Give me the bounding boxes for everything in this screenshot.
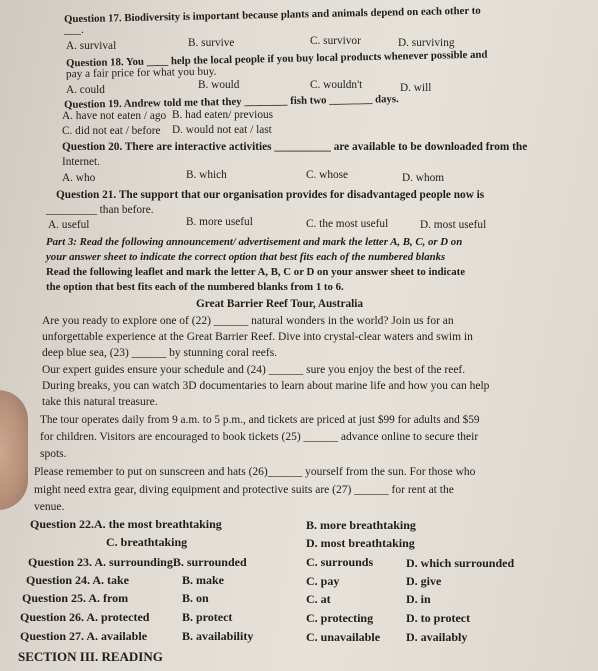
q26-option-c: C. protecting: [306, 611, 374, 625]
q17-option-b: B. survive: [188, 37, 235, 49]
q19-option-a: A. have not eaten / ago: [62, 110, 167, 122]
thumb-shadow: [0, 390, 28, 510]
q20-option-d: D. whom: [402, 172, 445, 184]
passage-line: take this natural treasure.: [42, 396, 158, 408]
q23-label: Question 23. A. surroundingB. surrounded: [28, 555, 247, 569]
q18-option-a: A. could: [66, 84, 105, 96]
q17-blank: ___.: [64, 24, 84, 36]
q18-text-2: pay a fair price for what you buy.: [65, 65, 217, 81]
passage-line: Are you ready to explore one of (22) ______ natural wonders in the world? Join us for an: [42, 315, 454, 327]
q17-option-c: C. survivor: [310, 35, 361, 47]
q26-option-d: D. to protect: [406, 611, 471, 625]
q23-option-c: C. surrounds: [306, 555, 374, 569]
passage-line: deep blue sea, (23) ______ by stunning coral reefs.: [42, 347, 278, 359]
q18-option-b: B. would: [198, 79, 240, 91]
passage-line: unforgettable experience at the Great Barrier Reef. Dive into crystal-clear waters and swim in: [42, 331, 473, 343]
passage-line: for children. Visitors are encouraged to book tickets (25) ______ advance online to secure their: [40, 431, 479, 443]
q21-option-d: D. most useful: [420, 219, 487, 231]
q21-text: Question 21. The support that our organisation provides for disadvantaged people now is: [56, 189, 485, 201]
q17-option-a: A. survival: [66, 40, 117, 52]
q25-option-d: D. in: [406, 592, 431, 606]
passage-line: might need extra gear, diving equipment and protective suits are (27) ______ for rent at the: [34, 484, 454, 496]
q24-option-d: D. give: [406, 574, 442, 588]
q19-option-d: D. would not eat / last: [172, 124, 272, 136]
passage-line: Our expert guides ensure your schedule and (24) ______ sure you enjoy the best of the reef.: [42, 364, 466, 376]
q20-option-b: B. which: [186, 169, 227, 181]
q22-label: Question 22.A. the most breathtaking: [30, 517, 222, 531]
q27-option-b: B. availability: [182, 629, 254, 643]
q20-text-2: Internet.: [62, 156, 100, 168]
q17-option-d: D. surviving: [398, 37, 455, 49]
part3-instructions-1: Part 3: Read the following announcement/ advertisement and mark the letter A, B, C, or D on: [46, 236, 463, 248]
q26-label: Question 26. A. protected: [20, 610, 150, 624]
passage-line: Please remember to put on sunscreen and hats (26)______ yourself from the sun. For those who: [34, 466, 476, 478]
q23-option-d: D. which surrounded: [406, 556, 515, 570]
passage-line: venue.: [34, 501, 65, 513]
q24-option-c: C. pay: [306, 574, 340, 588]
passage-line: During breaks, you can watch 3D documentaries to learn about marine life and how you can help: [42, 380, 490, 392]
q18-text: Question 18. You ____ help the local people if you buy local products whenever possible and: [65, 48, 488, 70]
q21-text-2: _________ than before.: [46, 204, 154, 216]
q22-option-c: C. breathtaking: [106, 535, 188, 549]
q19-text: Question 19. Andrew told me that they ________ fish two ________ days.: [63, 93, 399, 111]
q19-option-b: B. had eaten/ previous: [172, 109, 274, 121]
q20-option-a: A. who: [62, 172, 96, 184]
q27-label: Question 27. A. available: [20, 629, 148, 643]
q27-option-c: C. unavailable: [306, 630, 381, 644]
q18-option-c: C. wouldn't: [310, 79, 363, 91]
passage-line: The tour operates daily from 9 a.m. to 5 p.m., and tickets are priced at just $99 for adults and $59: [40, 414, 480, 426]
q17-text: Question 17. Biodiversity is important because plants and animals depend on each other to: [63, 4, 481, 26]
q26-option-b: B. protect: [182, 610, 233, 624]
q19-option-c: C. did not eat / before: [62, 125, 161, 137]
q24-label: Question 24. A. take: [26, 573, 130, 587]
q22-option-b: B. more breathtaking: [306, 518, 416, 532]
q25-label: Question 25. A. from: [22, 591, 129, 605]
part3-instructions-3: Read the following leaflet and mark the letter A, B, C or D on your answer sheet to indicate: [46, 266, 466, 278]
q20-option-c: C. whose: [306, 169, 349, 181]
q21-option-b: B. more useful: [186, 216, 253, 228]
passage-line: spots.: [40, 448, 67, 460]
part3-instructions-4: the option that best fits each of the numbered blanks from 1 to 6.: [46, 281, 344, 293]
section-heading: SECTION III. READING: [18, 649, 163, 664]
passage-title: Great Barrier Reef Tour, Australia: [196, 298, 364, 310]
q27-option-d: D. availably: [406, 630, 468, 644]
q21-option-c: C. the most useful: [306, 218, 389, 230]
q21-option-a: A. useful: [48, 219, 90, 231]
q24-option-b: B. make: [182, 573, 224, 587]
q25-option-b: B. on: [182, 591, 209, 605]
q22-option-d: D. most breathtaking: [306, 536, 415, 550]
q25-option-c: C. at: [306, 592, 331, 606]
q20-text: Question 20. There are interactive activities __________ are available to be downloaded from the: [62, 141, 528, 153]
q18-option-d: D. will: [400, 82, 432, 94]
part3-instructions-2: your answer sheet to indicate the correct option that best fits each of the numbered blanks: [46, 251, 446, 263]
